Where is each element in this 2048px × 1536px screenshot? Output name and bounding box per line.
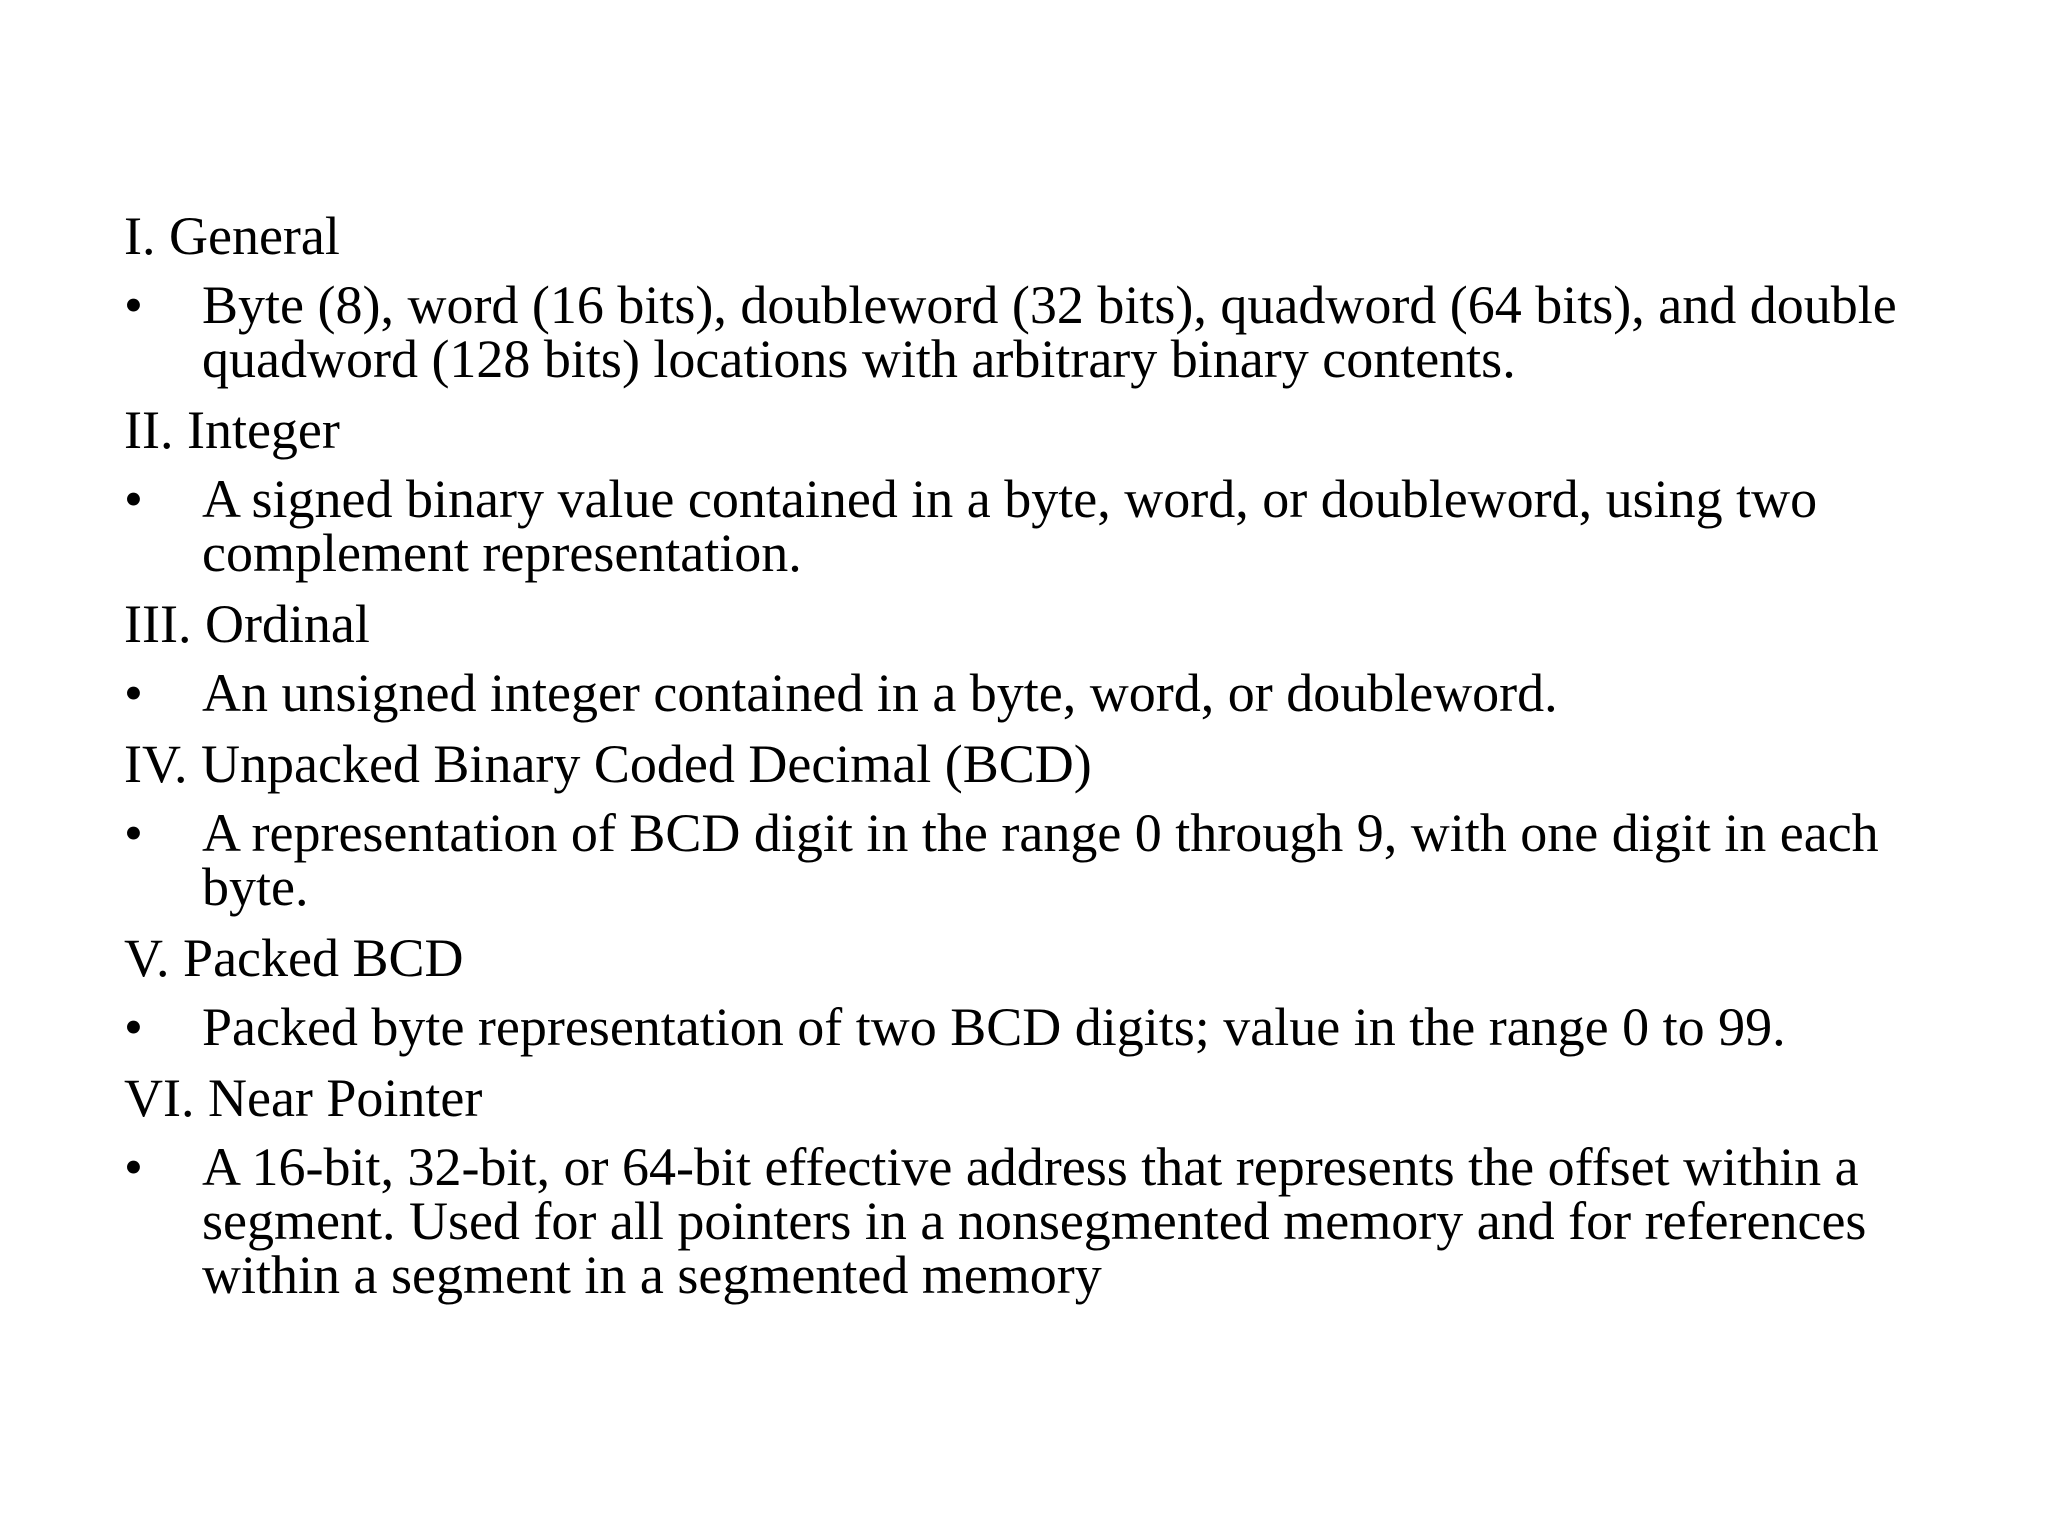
slide-content <box>124 208 1944 1318</box>
section-heading-integer: II. Integer <box>124 400 340 460</box>
bullet-item-packed-bcd <box>124 997 1944 1057</box>
bullet-text: A 16-bit, 32-bit, or 64-bit effective address that represents the offset within a segment. Used for all pointers in a nonsegmented memory and for references within a segment in a segmented memory <box>202 1137 1867 1305</box>
bullet-text: An unsigned integer contained in a byte, word, or doubleword. <box>202 663 1558 723</box>
bullet-text: A signed binary value contained in a byte, word, or doubleword, using two complement representation. <box>202 469 1818 583</box>
bullet-icon: • <box>124 1137 143 1197</box>
bullet-item-ordinal <box>124 663 1944 723</box>
section-heading-near-pointer: VI. Near Pointer <box>124 1068 483 1128</box>
bullet-text: Byte (8), word (16 bits), doubleword (32 bits), quadword (64 bits), and double quadword (128 bits) locations with arbitrary binary contents. <box>202 275 1897 389</box>
section-heading-packed-bcd: V. Packed BCD <box>124 928 464 988</box>
bullet-item-integer <box>124 469 1944 583</box>
bullet-item-near-pointer <box>124 1137 1944 1305</box>
bullet-item-general <box>124 275 1944 389</box>
bullet-icon: • <box>124 275 143 335</box>
bullet-icon: • <box>124 803 143 863</box>
bullet-icon: • <box>124 469 143 529</box>
bullet-text: A representation of BCD digit in the range 0 through 9, with one digit in each byte. <box>202 803 1879 917</box>
section-heading-unpacked-bcd: IV. Unpacked Binary Coded Decimal (BCD) <box>124 734 1092 794</box>
section-heading-general: I. General <box>124 206 340 266</box>
bullet-icon: • <box>124 663 143 723</box>
bullet-text: Packed byte representation of two BCD digits; value in the range 0 to 99. <box>202 997 1786 1057</box>
bullet-icon: • <box>124 997 143 1057</box>
bullet-item-unpacked-bcd <box>124 803 1944 917</box>
section-heading-ordinal: III. Ordinal <box>124 594 370 654</box>
